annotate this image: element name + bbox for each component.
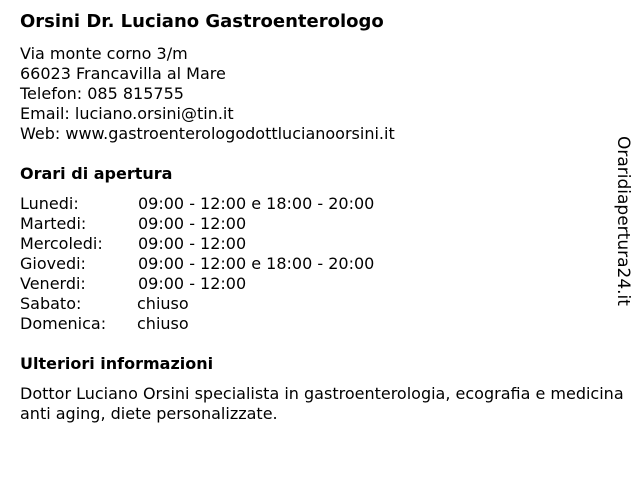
info-heading: Ulteriori informazioni [20, 354, 214, 373]
site-brand-vertical: Oraridiapertura24.it [613, 136, 633, 306]
time-value: chiuso [137, 294, 189, 313]
city-address: 66023 Francavilla al Mare [20, 64, 226, 83]
email-address: Email: luciano.orsini@tin.it [20, 104, 234, 123]
day-label: Mercoledi: [20, 234, 103, 253]
address-block [20, 44, 395, 144]
hours-heading: Orari di apertura [20, 164, 173, 183]
time-value: 09:00 - 12:00 [138, 214, 247, 233]
street-address: Via monte corno 3/m [20, 44, 188, 63]
time-value: 09:00 - 12:00 e 18:00 - 20:00 [138, 254, 375, 273]
day-label: Martedi: [20, 214, 87, 233]
day-label: Lunedi: [20, 194, 79, 213]
time-value: chiuso [137, 314, 189, 333]
info-description: Dottor Luciano Orsini specialista in gastroenterologia, ecografia e medicina anti aging, diete personalizzate. [20, 384, 624, 423]
phone-number: Telefon: 085 815755 [20, 84, 184, 103]
day-label: Giovedi: [20, 254, 86, 273]
day-label: Domenica: [20, 314, 107, 333]
page-title: Orsini Dr. Luciano Gastroenterologo [20, 11, 384, 32]
day-label: Venerdi: [20, 274, 86, 293]
day-label: Sabato: [20, 294, 82, 313]
website-address: Web: www.gastroenterologodottlucianoorsini.it [20, 124, 395, 143]
time-value: 09:00 - 12:00 e 18:00 - 20:00 [138, 194, 375, 213]
time-value: 09:00 - 12:00 [138, 274, 247, 293]
time-value: 09:00 - 12:00 [138, 234, 247, 253]
